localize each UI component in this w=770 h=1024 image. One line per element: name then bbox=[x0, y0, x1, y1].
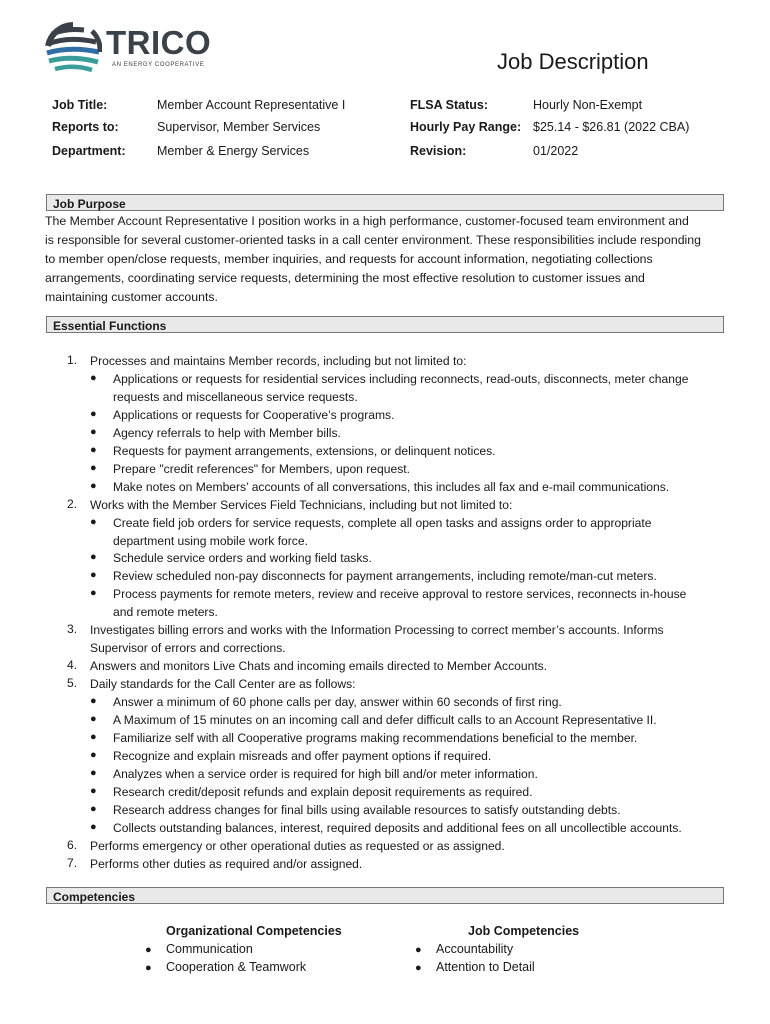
job-purpose-line: to member open/close requests, member inquiries, and requests for account information, negotiating collections bbox=[45, 252, 653, 266]
function-number: 6. bbox=[67, 837, 78, 852]
revision-label: Revision: bbox=[410, 144, 467, 158]
bullet-icon: ● bbox=[90, 425, 97, 438]
bullet-icon: ● bbox=[90, 766, 97, 779]
function-subitem: Recognize and explain misreads and offer payment options if required. bbox=[113, 748, 492, 763]
function-subitem: department using mobile work force. bbox=[113, 533, 308, 548]
function-subitem: Collects outstanding balances, interest, required deposits and additional fees on all uncollectible accounts. bbox=[113, 820, 682, 835]
bullet-icon: ● bbox=[90, 461, 97, 474]
bullet-icon: ● bbox=[145, 944, 152, 956]
function-subitem: Agency referrals to help with Member bills. bbox=[113, 425, 341, 440]
function-number: 2. bbox=[67, 496, 78, 511]
job-purpose-heading: Job Purpose bbox=[46, 194, 724, 211]
reports-to-label: Reports to: bbox=[52, 120, 119, 134]
function-subitem: Applications or requests for Cooperative’s programs. bbox=[113, 407, 395, 422]
function-item: Performs other duties as required and/or assigned. bbox=[90, 856, 363, 871]
flsa-label: FLSA Status: bbox=[410, 98, 489, 112]
function-subitem: Requests for payment arrangements, extensions, or delinquent notices. bbox=[113, 443, 496, 458]
function-subitem: Schedule service orders and working field tasks. bbox=[113, 551, 372, 566]
bullet-icon: ● bbox=[90, 587, 97, 600]
org-competencies-heading: Organizational Competencies bbox=[166, 924, 342, 938]
function-item: Daily standards for the Call Center are as follows: bbox=[90, 677, 356, 692]
bullet-icon: ● bbox=[90, 748, 97, 761]
job-purpose-line: The Member Account Representative I position works in a high performance, customer-focused team environment and bbox=[45, 214, 689, 228]
job-purpose-line: is responsible for several customer-oriented tasks in a call center environment. These responsibilities include responding bbox=[45, 233, 701, 247]
bullet-icon: ● bbox=[90, 713, 97, 725]
bullet-icon: ● bbox=[90, 551, 97, 564]
function-subitem: Supervisor of errors and corrections. bbox=[90, 641, 286, 656]
function-number: 3. bbox=[67, 622, 78, 637]
function-number: 4. bbox=[67, 658, 78, 673]
reports-to-value: Supervisor, Member Services bbox=[157, 120, 321, 134]
bullet-icon: ● bbox=[90, 515, 97, 528]
function-item: Performs emergency or other operational duties as requested or as assigned. bbox=[90, 838, 505, 853]
function-number: 7. bbox=[67, 855, 78, 870]
essential-functions-heading: Essential Functions bbox=[46, 316, 724, 333]
function-item: Processes and maintains Member records, including but not limited to: bbox=[90, 354, 467, 368]
flsa-value: Hourly Non-Exempt bbox=[533, 98, 643, 112]
bullet-icon: ● bbox=[90, 820, 97, 833]
bullet-icon: ● bbox=[90, 443, 97, 456]
function-subitem: Answer a minimum of 60 phone calls per day, answer within 60 seconds of first ring. bbox=[113, 695, 562, 710]
pay-range-value: $25.14 - $26.81 (2022 CBA) bbox=[533, 120, 690, 134]
function-item: Investigates billing errors and works with the Information Processing to correct member’s accounts. Informs bbox=[90, 623, 664, 638]
pay-range-label: Hourly Pay Range: bbox=[410, 120, 522, 134]
bullet-icon: ● bbox=[90, 407, 97, 420]
function-subitem: Analyzes when a service order is required for high bill and/or meter information. bbox=[113, 766, 538, 781]
revision-value: 01/2022 bbox=[533, 144, 579, 158]
function-subitem: Make notes on Members’ accounts of all conversations, this includes all fax and e-mail communications. bbox=[113, 479, 670, 494]
function-subitem: Familiarize self with all Cooperative programs making recommendations beneficial to the member. bbox=[113, 730, 638, 745]
logo-wordmark: TRICO bbox=[106, 24, 212, 61]
competencies-heading: Competencies bbox=[46, 887, 724, 904]
bullet-icon: ● bbox=[90, 784, 97, 797]
function-subitem: Create field job orders for service requests, complete all open tasks and assigns order to appropriate bbox=[113, 515, 652, 530]
job-competency-item: Accountability bbox=[436, 942, 514, 956]
job-purpose-line: arrangements, coordinating service requests, determining the most effective resolution to customer issues and bbox=[45, 271, 645, 285]
bullet-icon: ● bbox=[90, 569, 97, 582]
page-title: Job Description bbox=[497, 49, 649, 74]
function-number: 1. bbox=[67, 353, 78, 367]
bullet-icon: ● bbox=[90, 802, 97, 815]
job-title-value: Member Account Representative I bbox=[157, 98, 346, 112]
function-subitem: requests and miscellaneous service requests. bbox=[113, 389, 358, 404]
function-subitem: Research credit/deposit refunds and explain deposit requirements as required. bbox=[113, 784, 533, 799]
bullet-icon: ● bbox=[90, 479, 97, 492]
function-subitem: A Maximum of 15 minutes on an incoming call and defer difficult calls to an Account Representative II. bbox=[113, 713, 657, 727]
function-subitem: Prepare "credit references" for Members, upon request. bbox=[113, 461, 410, 476]
job-purpose-text bbox=[45, 212, 727, 307]
function-subitem: Research address changes for final bills using available resources to satisfy outstanding debts. bbox=[113, 802, 621, 817]
department-value: Member & Energy Services bbox=[157, 144, 310, 158]
department-label: Department: bbox=[52, 144, 126, 158]
bullet-icon: ● bbox=[415, 962, 422, 974]
function-subitem: and remote meters. bbox=[113, 605, 218, 620]
job-purpose-line: maintaining customer accounts. bbox=[45, 290, 218, 304]
org-competency-item: Communication bbox=[166, 942, 253, 956]
bullet-icon: ● bbox=[90, 371, 97, 384]
trico-logo bbox=[44, 22, 224, 78]
function-subitem: Process payments for remote meters, review and receive approval to restore services, reconnects in-house bbox=[113, 587, 687, 602]
job-competencies-heading: Job Competencies bbox=[468, 924, 580, 938]
bullet-icon: ● bbox=[145, 962, 152, 974]
job-competency-item: Attention to Detail bbox=[436, 960, 535, 974]
trico-logo-mark-icon bbox=[44, 22, 102, 78]
org-competency-item: Cooperation & Teamwork bbox=[166, 960, 307, 974]
function-subitem: Applications or requests for residential services including reconnects, read-outs, disconnects, meter change bbox=[113, 371, 689, 386]
function-item: Answers and monitors Live Chats and incoming emails directed to Member Accounts. bbox=[90, 659, 548, 674]
function-item: Works with the Member Services Field Technicians, including but not limited to: bbox=[90, 497, 513, 512]
bullet-icon: ● bbox=[415, 944, 422, 956]
bullet-icon: ● bbox=[90, 730, 97, 743]
logo-tagline: AN ENERGY COOPERATIVE bbox=[112, 62, 205, 68]
function-subitem: Review scheduled non-pay disconnects for payment arrangements, including remote/man-cut meters. bbox=[113, 569, 657, 584]
function-number: 5. bbox=[67, 676, 78, 691]
job-title-label: Job Title: bbox=[52, 98, 108, 112]
bullet-icon: ● bbox=[90, 695, 97, 708]
